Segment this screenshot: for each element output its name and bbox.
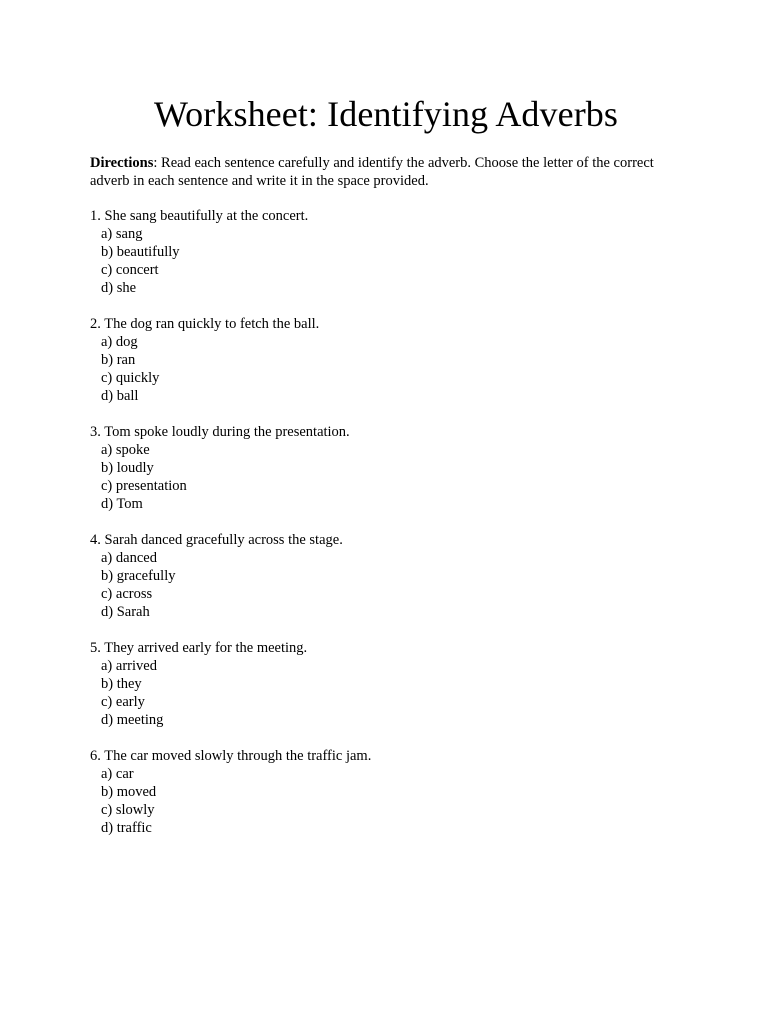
answer-option-c: c) quickly <box>101 370 160 386</box>
question-5 <box>90 639 682 729</box>
answer-options <box>90 549 682 621</box>
answer-option-a: a) dog <box>101 334 138 350</box>
answer-option-a: a) arrived <box>101 658 157 674</box>
answer-option-a: a) car <box>101 766 134 782</box>
answer-option-a: a) sang <box>101 226 143 242</box>
answer-option-b: b) ran <box>101 352 136 368</box>
directions-text: : Read each sentence carefully and identify the adverb. Choose the letter of the correct adverb in each sentence and write it in the space provided. <box>90 155 654 189</box>
answer-option-d: d) she <box>101 280 137 296</box>
answer-option-c: c) across <box>101 586 153 602</box>
answer-options <box>90 225 682 297</box>
answer-option-c: c) presentation <box>101 478 187 494</box>
answer-option-d: d) ball <box>101 388 139 404</box>
answer-option-a: a) danced <box>101 550 157 566</box>
answer-option-b: b) they <box>101 676 142 692</box>
answer-option-c: c) early <box>101 694 145 710</box>
question-text: 1. She sang beautifully at the concert. <box>90 208 309 224</box>
question-1 <box>90 207 682 297</box>
question-text: 3. Tom spoke loudly during the presentation. <box>90 424 350 440</box>
question-text: 5. They arrived early for the meeting. <box>90 640 308 656</box>
answer-options <box>90 333 682 405</box>
answer-option-b: b) gracefully <box>101 568 176 584</box>
answer-options <box>90 657 682 729</box>
answer-option-d: d) Tom <box>101 496 143 512</box>
answer-option-d: d) Sarah <box>101 604 150 620</box>
question-4 <box>90 531 682 621</box>
answer-options <box>90 441 682 513</box>
answer-option-d: d) meeting <box>101 712 164 728</box>
answer-option-b: b) loudly <box>101 460 154 476</box>
answer-option-c: c) slowly <box>101 802 155 818</box>
answer-options <box>90 765 682 837</box>
answer-option-d: d) traffic <box>101 820 152 836</box>
answer-option-c: c) concert <box>101 262 159 278</box>
question-6 <box>90 747 682 837</box>
directions-label: Directions <box>90 155 154 171</box>
page-title: Worksheet: Identifying Adverbs <box>153 94 618 134</box>
question-text: 4. Sarah danced gracefully across the stage. <box>90 532 343 548</box>
answer-option-b: b) beautifully <box>101 244 180 260</box>
question-3 <box>90 423 682 513</box>
question-text: 2. The dog ran quickly to fetch the ball. <box>90 316 320 332</box>
directions <box>90 154 682 190</box>
question-2 <box>90 315 682 405</box>
question-list <box>90 207 682 837</box>
answer-option-a: a) spoke <box>101 442 150 458</box>
answer-option-b: b) moved <box>101 784 157 800</box>
question-text: 6. The car moved slowly through the traffic jam. <box>90 748 372 764</box>
